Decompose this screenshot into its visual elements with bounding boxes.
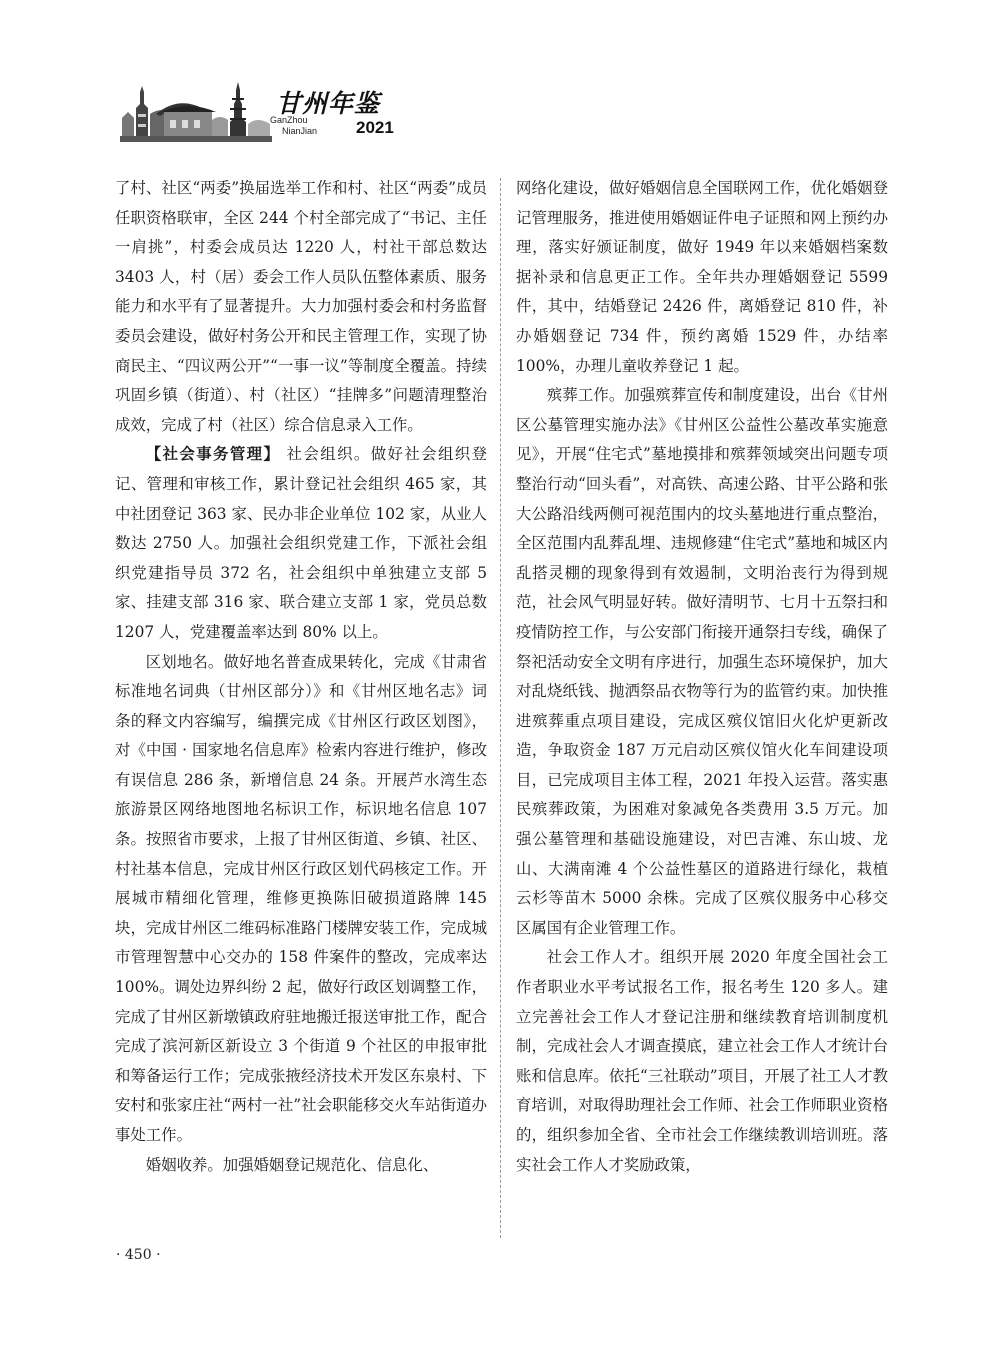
column-divider — [500, 178, 501, 1238]
paragraph-social-work-talent: 社会工作人才。组织开展 2020 年度全国社会工作者职业水平考试报名工作，报名考生 120 多人。建立完善社会工作人才登记注册和继续教育培训制度机制，完成社会人才调查摸底，建立社会工作人才统计台账和信息库。依托“三社联动”项目，开展了社工人才教育培训，对取得助理社会工作师、社会工作师职业资格的，组织参加全省、全市社会工作继续教训培训班。落实社会工作人才奖励政策， — [516, 948, 888, 1174]
page-number: · 450 · — [116, 1247, 161, 1263]
paragraph-marriage-adoption-start: 婚姻收养。加强婚姻登记规范化、信息化、 — [145, 1155, 439, 1174]
paragraph-social-organizations — [115, 440, 487, 647]
right-column — [516, 174, 888, 1180]
yearbook-pinyin-line2: NianJian — [282, 126, 318, 136]
paragraph-marriage-adoption-cont: 网络化建设，做好婚姻信息全国联网工作，优化婚姻登记管理服务，推进使用婚姻证件电子证照和网上预约办理，落实好颁证制度，做好 1949 年以来婚姻档案数据补录和信息更正工作。全年共办理婚姻登记 5599 件，其中，结婚登记 2426 件，离婚登记 810 件，补办婚姻登记 734 件，预约离婚 1529 件，办结率 100%，办理儿童收养登记 1 起。 — [516, 179, 888, 375]
section-heading-social-affairs: 【社会事务管理】 — [145, 445, 281, 464]
paragraph-place-names: 区划地名。做好地名普查成果转化，完成《甘肃省标准地名词典（甘州区部分）》和《甘州区地名志》词条的释文内容编写，编撰完成《甘州区行政区划图》，对《中国 · 国家地名信息库》检索内容进行维护，修改有误信息 286 条，新增信息 24 条。开展芦水湾生态旅游景区网络地图地名标识工作，标识地名信息 107 条。按照省市要求，上报了甘州区街道、乡镇、社区、村社基本信息，完成甘州区行政区划代码核定工作。开展城市精细化管理，维修更换陈旧破损道路牌 145 块，完成甘州区二维码标准路门楼牌安装工作，完成城市管理智慧中心交办的 158 件案件的整改，完成率达 100%。调处边界纠纷 2 起，做好行政区划调整工作，完成了甘州区新墩镇政府驻地搬迁报送审批工作，配合完成了滨河新区新设立 3 个街道 9 个社区的申报审批和筹备运行工作；完成张掖经济技术开发区东泉村、下安村和张家庄社“两村一社”社会职能移交火车站街道办事处工作。 — [115, 652, 487, 1144]
page-header — [120, 78, 420, 142]
paragraph-village-committees: 了村、社区“两委”换届选举工作和村、社区“两委”成员任职资格联审，全区 244 个村全部完成了“书记、主任一肩挑”，村委会成员达 1220 人，村社干部总数达 3403 人，村（居）委会工作人员队伍整体素质、服务能力和水平有了显著提升。大力加强村委会和村务监督委员会建设，做好村务公开和民主管理工作，实现了协商民主、“四议两公开”“一事一议”等制度全覆盖。持续巩固乡镇（街道）、村（社区）“挂牌多”问题清理整治成效，完成了村（社区）综合信息录入工作。 — [115, 179, 487, 434]
paragraph-funeral-work: 殡葬工作。加强殡葬宣传和制度建设，出台《甘州区公墓管理实施办法》《甘州区公益性公墓改革实施意见》，开展“住宅式”墓地摸排和殡葬领域突出问题专项整治行动“回头看”，对高铁、高速公路、甘平公路和张大公路沿线两侧可视范围内的坟头墓地进行重点整治，全区范围内乱葬乱埋、违规修建“住宅式”墓地和城区内乱搭灵棚的现象得到有效遏制，文明治丧行为得到规范，社会风气明显好转。做好清明节、七月十五祭扫和疫情防控工作，与公安部门衔接开通祭扫专线，确保了祭祀活动安全文明有序进行，加强生态环境保护，加大对乱烧纸钱、抛洒祭品衣物等行为的监管约束。加快推进殡葬重点项目建设，完成区殡仪馆旧火化炉更新改造，争取资金 187 万元启动区殡仪馆火化车间建设项目，已完成项目主体工程，2021 年投入运营。落实惠民殡葬政策，为困难对象减免各类费用 3.5 万元。加强公墓管理和基础设施建设，对巴吉滩、东山坡、龙山、大满南滩 4 个公益性墓区的道路进行绿化，栽植云杉等苗木 5000 余株。完成了区殡仪服务中心移交区属国有企业管理工作。 — [516, 386, 888, 937]
landmark-skyline-illustration — [120, 78, 272, 142]
yearbook-title: 甘州年鉴 — [276, 89, 381, 118]
yearbook-year: 2021 — [356, 118, 394, 137]
social-organizations-text: 社会组织。做好社会组织登记、管理和审核工作，累计登记社会组织 465 家，其中社团登记 363 家、民办非企业单位 102 家，从业人数达 2750 人。加强社会组织党建工作，下派社会组织党建指导员 372 名，社会组织中单独建立支部 5 家、挂建支部 316 家、联合建立支部 1 家，党员总数 1207 人，党建覆盖率达到 80% 以上。 — [115, 445, 487, 641]
left-column — [115, 174, 487, 1180]
yearbook-pinyin-line1: GanZhou — [270, 115, 308, 125]
